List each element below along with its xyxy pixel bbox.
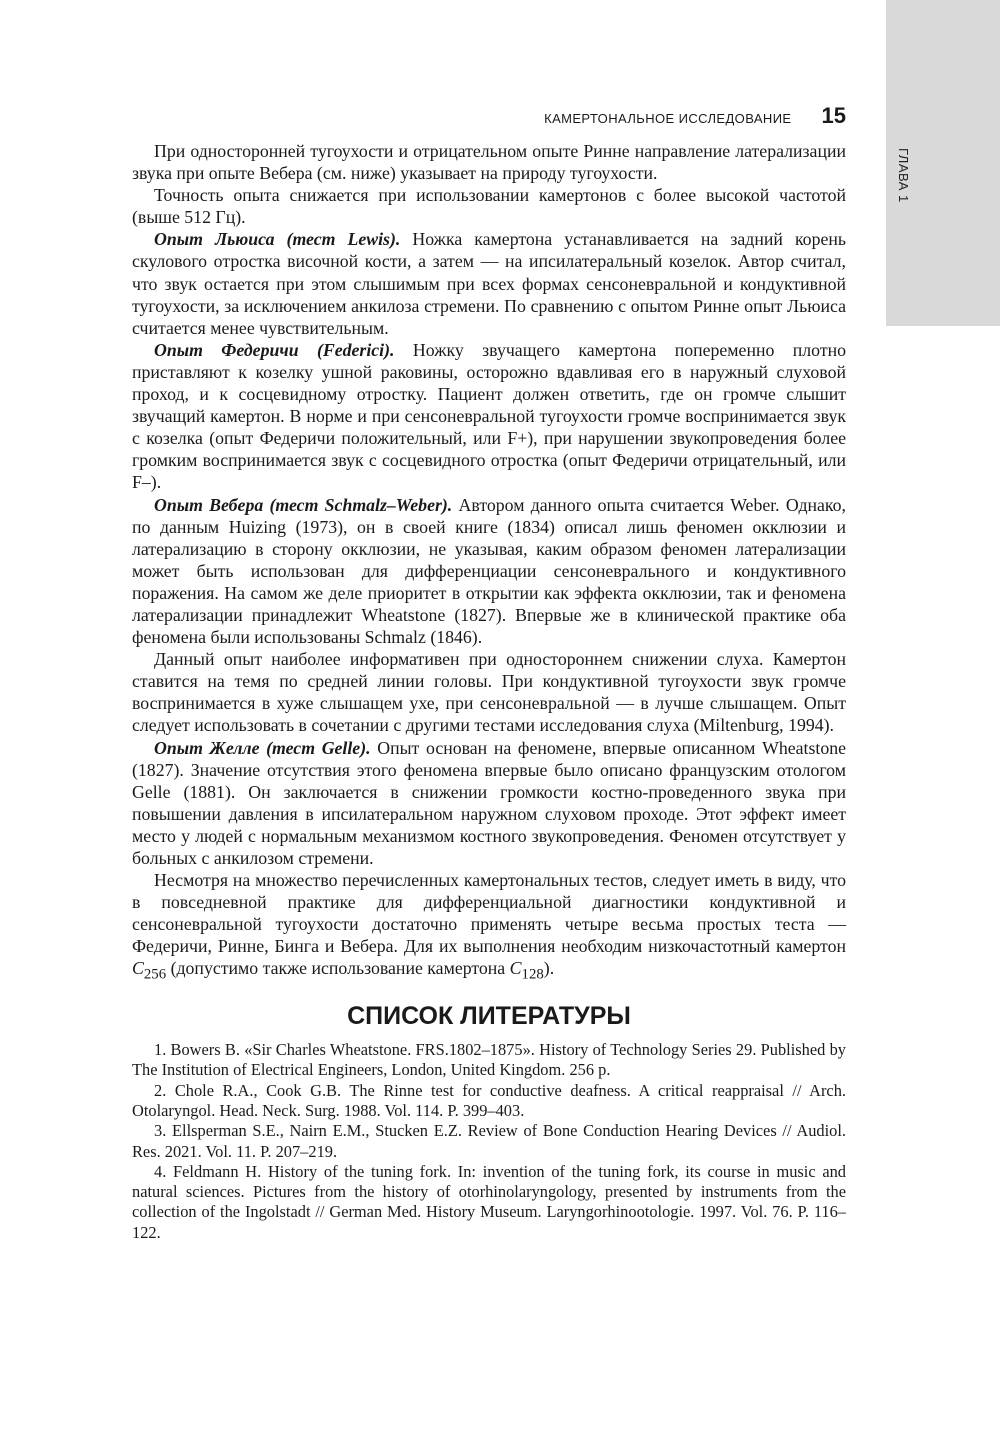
paragraph <box>132 228 846 338</box>
paragraph-lead: Опыт Льюиса (тест Lewis). <box>154 229 401 250</box>
paragraph-text: Ножку звучащего камертона попеременно плотно приставляют к козелку ушной раковины, осторожно вдавливая его в наружный слуховой проход, и к сосцевидному отростку. Пациент должен ответить, где он громче слышит звучащий камертон. В норме и при сенсоневральной тугоухости громче воспринимается звук с козелка (опыт Федеричи положительный, или F+), при нарушении звукопроведения более громким воспринимается звук с сосцевидного отростка (опыт Федеричи отрицательный, или F–). <box>132 339 846 493</box>
paragraph-text: Точность опыта снижается при использовании камертонов с более высокой частотой (выше 512 Гц). <box>132 185 846 228</box>
paragraph-text: Опыт основан на феномене, впервые описанном Wheatstone (1827). Значение отсутствия этого феномена впервые было описано французским отологом Gelle (1881). Он заключается в снижении громкости костно-проведенного звука при повышении давления в ипсилатеральном наружном слуховом проходе. Этот эффект имеет место у людей с нормальным механизмом костного звукопроведения. Феномен отсутствует у больных с анкилозом стремени. <box>132 737 846 868</box>
page-number: 15 <box>821 103 846 128</box>
paragraph-lead: Опыт Желле (тест Gelle). <box>154 737 371 758</box>
paragraph <box>132 140 846 184</box>
running-title: КАМЕРТОНАЛЬНОЕ ИССЛЕДОВАНИЕ <box>544 111 792 126</box>
tuning-fork-frequency: 256 <box>143 967 167 984</box>
final-paragraph <box>132 869 846 986</box>
paragraph-text: Ножка камертона устанавливается на задний корень скулового отростка височной кости, а затем — на ипсилатеральный козелок. Автор считал, что звук остается при этом слышимым при всех формах сенсоневральной и кондуктивной тугоухости, за исключением анкилоза стремени. По сравнению с опытом Ринне опыт Льюиса считается менее чувствительным. <box>132 229 846 338</box>
paragraph-lead: Опыт Федеричи (Federici). <box>154 339 395 360</box>
running-header <box>132 103 846 129</box>
references-list <box>132 1040 846 1243</box>
reference-item: 3. Ellsperman S.E., Nairn E.M., Stucken E.Z. Review of Bone Conduction Hearing Devices // Audiol. Res. 2021. Vol. 11. P. 207–219. <box>132 1121 846 1161</box>
final-paragraph-text: ). <box>543 958 555 979</box>
paragraph <box>132 648 846 736</box>
paragraph <box>132 339 846 494</box>
paragraph <box>132 184 846 228</box>
reference-item: 1. Bowers B. «Sir Charles Wheatstone. FRS.1802–1875». History of Technology Series 29. Published by The Institution of Electrical Engineers, London, United Kingdom. 256 p. <box>132 1040 846 1080</box>
tuning-fork-symbol: C <box>132 958 144 979</box>
references-heading: СПИСОК ЛИТЕРАТУРЫ <box>347 1002 631 1031</box>
paragraph-text: Данный опыт наиболее информативен при одностороннем снижении слуха. Камертон ставится на темя по средней линии головы. При кондуктивной тугоухости звук громче воспринимается в хуже слышащем ухе, при сенсоневральной — в лучше слышащем. Опыт следует использовать в сочетании с другими тестами исследования слуха (Miltenburg, 1994). <box>132 649 846 736</box>
tuning-fork-symbol: C <box>509 958 522 979</box>
paragraph-text: При односторонней тугоухости и отрицательном опыте Ринне направление латерализации звука при опыте Вебера (см. ниже) указывает на природу тугоухости. <box>132 141 846 184</box>
tuning-fork-frequency: 128 <box>521 967 544 984</box>
final-paragraph-text: (допустимо также использование камертона <box>166 958 510 979</box>
reference-item: 4. Feldmann H. History of the tuning fork. In: invention of the tuning fork, its course in music and natural sciences. Pictures from the history of otorhinolaryngology, presented by instruments from the collection of the Ingolstadt // German Med. History Museum. Laryngorhinootologie. 1997. Vol. 76. P. 116–122. <box>132 1161 846 1242</box>
page-body <box>132 140 846 1243</box>
paragraph <box>132 737 846 870</box>
final-paragraph-text: Несмотря на множество перечисленных камертональных тестов, следует иметь в виду, что в повседневной практике для дифференциальной диагностики кондуктивной и сенсоневральной тугоухости достаточно применять четыре весьма простых теста — Федеричи, Ринне, Бинга и Вебера. Для их выполнения необходим низкочастотный камертон <box>132 870 846 957</box>
paragraph-lead: Опыт Вебера (тест Schmalz–Weber). <box>154 494 453 515</box>
chapter-tab-label: ГЛАВА 1 <box>896 148 911 203</box>
paragraph <box>132 494 846 649</box>
reference-item: 2. Chole R.A., Cook G.B. The Rinne test for conductive deafness. A critical reappraisal // Arch. Otolaryngol. Head. Neck. Surg. 1988. Vol. 114. P. 399–403. <box>132 1080 846 1120</box>
paragraph-text: Автором данного опыта считается Weber. Однако, по данным Huizing (1973), он в своей книге (1834) описал лишь феномен окклюзии и латерализацию в сторону окклюзии, не указывая, каким образом феномен латерализации может быть использован для дифференциации сенсоневрального и кондуктивного поражения. На самом же деле приоритет в открытии как эффекта окклюзии, так и феномена латерализации принадлежит Wheatstone (1827). Впервые же в клинической практике оба феномена были использованы Schmalz (1846). <box>132 494 847 648</box>
